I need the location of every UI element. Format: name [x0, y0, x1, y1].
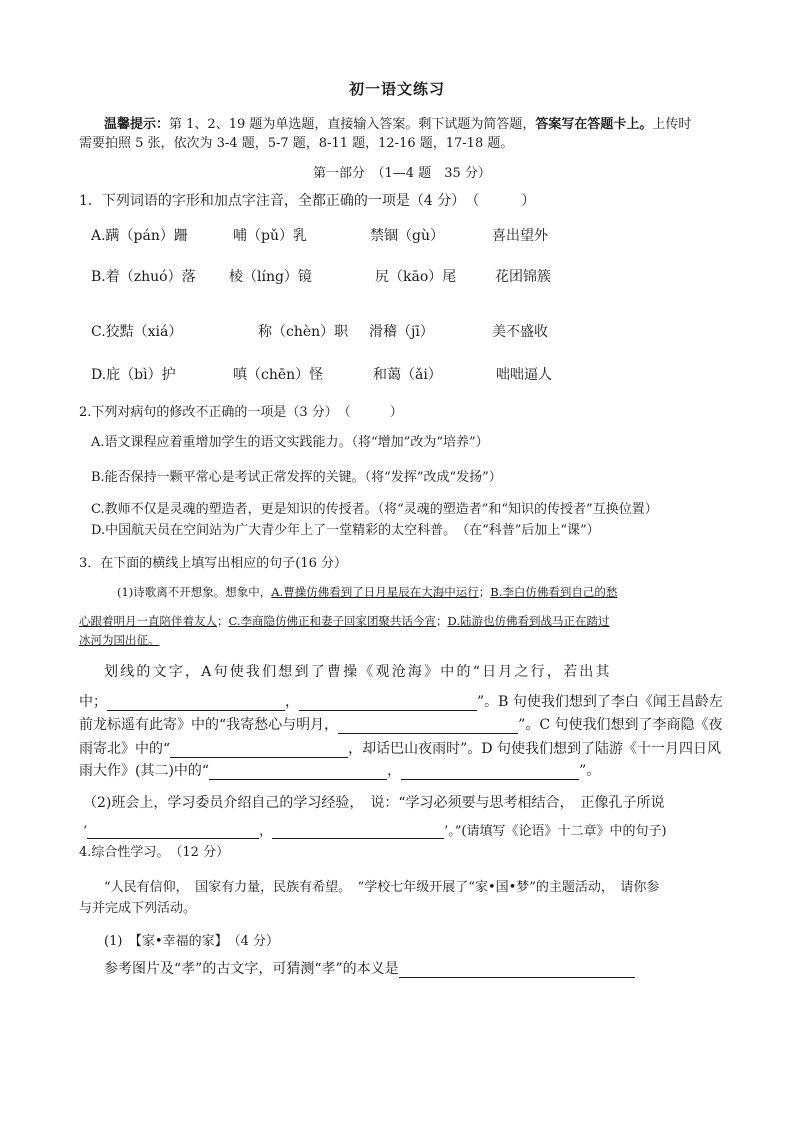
part-name: 第一部分	[313, 166, 366, 181]
q1-option-c-2: 称（chèn）职	[258, 324, 349, 340]
tips-text-1: 第 1、2、19 题为单选题，直接输入答案。剩下试题为简答题，	[169, 117, 536, 132]
q3-fill-text: ，	[259, 824, 273, 839]
q3-fill-line-3	[79, 714, 722, 734]
q3-fill-text: 中；	[79, 694, 107, 710]
tips-bold: 答案写在答题卡上。	[535, 117, 653, 132]
q3-poem-sep: ；	[436, 614, 448, 628]
q3-underline-d-cont: 冰河为国出征。	[79, 633, 160, 647]
q1-option-c-1[interactable]: C.狡黠（xiá）	[91, 324, 183, 340]
q3-fill-line-1: 划线的文字，A句使我们想到了曹操《观沧海》中的“日月之行，若出其	[104, 664, 612, 680]
q1-option-b-4: 花团锦簇	[495, 269, 551, 285]
q3-fill-text: 雨寄北》中的“	[79, 741, 171, 757]
q1-option-a-3: 禁锢（gù）	[370, 228, 444, 244]
q3-underline-d: D.陆游也仿佛看到战马正在踏过	[447, 614, 610, 628]
tips-text-2: 上传时	[652, 117, 692, 132]
q3-poem-sep: ；	[217, 614, 229, 628]
tips-label: 温馨提示：	[104, 117, 170, 132]
tips-line-1	[104, 113, 691, 132]
q1-option-a-2: 哺（pǔ）乳	[233, 228, 307, 244]
answer-blank-9[interactable]	[399, 963, 635, 978]
q2-option-c[interactable]: C.教师不仅是灵魂的塑造者，更是知识的传授者。（将“灵魂的塑造者”和“知识的传授者”互换位置）	[91, 502, 658, 517]
q3-fill-text: ，却话巴山夜雨时”。D 句使我们想到了陆游《十一月四日风	[348, 741, 722, 757]
q1-option-a-1[interactable]: A.蹒（pán）跚	[91, 228, 188, 244]
page-title: 初一语文练习	[348, 80, 445, 98]
q4-sub1-text: 参考图片及“孝”的古文字，可猜测“孝”的本义是	[104, 961, 399, 977]
answer-blank-8[interactable]	[272, 824, 444, 839]
q3-fill-text: 前龙标遥有此寄》中的“我寄愁心与明月，	[79, 717, 339, 733]
q3-underline-c: C.李商隐仿佛正和妻子回家团聚共话今宵	[228, 614, 437, 628]
q3-underline-a: A.曹操仿佛看到了日月星辰在大海中运行	[271, 585, 479, 599]
answer-blank-2[interactable]	[299, 696, 477, 711]
q3-fill-text: ”。B 句使我们想到了李白《闻王昌龄左	[477, 694, 723, 710]
q1-option-d-1[interactable]: D.庇（bì）护	[91, 367, 176, 383]
q3-poem-line-1	[117, 584, 617, 600]
q1-option-d-3: 和蔼（ǎi）	[373, 367, 442, 383]
part-range: （1—4 题 35 分）	[378, 166, 491, 181]
q3-fill-text: ，	[387, 763, 402, 779]
q3-fill-text: ’。”(请填写《论语》十二章》中的句子)	[444, 824, 667, 839]
q2-option-a[interactable]: A.语文课程应着重增加学生的语文实践能力。（将“增加”改为“培养”）	[91, 435, 489, 450]
q1-option-c-3: 滑稽（jī）	[369, 324, 434, 340]
q4-intro-line-2: 与并完成下列活动。	[79, 901, 197, 916]
q2-stem: 2.下列对病句的修改不正确的一项是（3 分） （ ）	[79, 405, 403, 420]
q3-part2-line-1: （2)班会上，学习委员介绍自己的学习经验， 说：“学习必须要与思考相结合， 正像孔子所说	[83, 795, 665, 811]
q1-option-c-4: 美不盛收	[492, 324, 548, 340]
answer-blank-1[interactable]	[107, 696, 285, 711]
q3-fill-line-4	[79, 738, 721, 758]
answer-blank-4[interactable]	[170, 743, 348, 758]
q4-intro-line-1: “人民有信仰， 国家有力量，民族有希望。 ”学校七年级开展了“家•国•梦”的主题活动， 请你参	[104, 880, 660, 895]
answer-blank-3[interactable]	[338, 719, 518, 734]
q2-option-d[interactable]: D.中国航天员在空间站为广大青少年上了一堂精彩的太空科普。 （在“科普”后加上“课”）	[91, 523, 600, 538]
part-header	[313, 162, 491, 181]
q3-part2-line-2	[83, 820, 667, 839]
answer-blank-6[interactable]	[401, 765, 579, 780]
q1-option-b-1[interactable]: B.着（zhuó）落	[91, 269, 196, 285]
q4-sub1-header: (1) 【家•幸福的家】 （4 分）	[104, 934, 279, 949]
q1-option-b-2: 棱（líng）镜	[229, 269, 312, 285]
q4-sub1-question	[104, 958, 635, 978]
q3-stem: 3．在下面的横线上填写出相应的句子(16 分）	[79, 556, 348, 571]
q1-option-a-4: 喜出望外	[492, 228, 548, 244]
q3-fill-line-2	[79, 691, 723, 711]
q3-underline-b-cont: 心跟着明月一直陪伴着友人	[79, 614, 217, 628]
q3-fill-text: ”。C 句使我们想到了李商隐《夜	[518, 717, 723, 733]
q3-poem-text: (1)诗歌离不开想象。想象中，	[117, 585, 272, 599]
q4-stem: 4.综合性学习。 （12 分）	[79, 845, 230, 860]
answer-blank-7[interactable]	[87, 824, 259, 839]
answer-blank-5[interactable]	[209, 765, 387, 780]
q3-fill-text: 雨大作》(其二)中的“	[79, 763, 210, 779]
q1-option-d-4: 咄咄逼人	[496, 367, 552, 383]
q3-fill-text: ，	[285, 694, 299, 710]
q2-option-b[interactable]: B.能否保持一颗平常心是考试正常发挥的关键。（将“发挥”改成“发扬”）	[91, 470, 502, 485]
tips-line-2: 需要拍照 5 张，依次为 3-4 题，5-7 题，8-11 题，12-16 题，17-18 题。	[79, 136, 514, 151]
q3-poem-sep: ；	[478, 585, 491, 599]
q3-fill-text: ”。	[579, 763, 601, 779]
q3-underline-b: B.李白仿佛看到自己的愁	[490, 585, 618, 599]
q3-poem-line-2	[79, 613, 610, 629]
q1-stem: 1．下列词语的字形和加点字注音，全都正确的一项是（4 分） （ ）	[79, 193, 536, 209]
q1-option-d-2: 嗔（chēn）怪	[233, 367, 324, 383]
q1-option-b-3: 尻（kāo）尾	[375, 269, 457, 285]
q3-fill-line-5	[79, 760, 600, 780]
q3-fill-text: ‘	[83, 824, 88, 839]
